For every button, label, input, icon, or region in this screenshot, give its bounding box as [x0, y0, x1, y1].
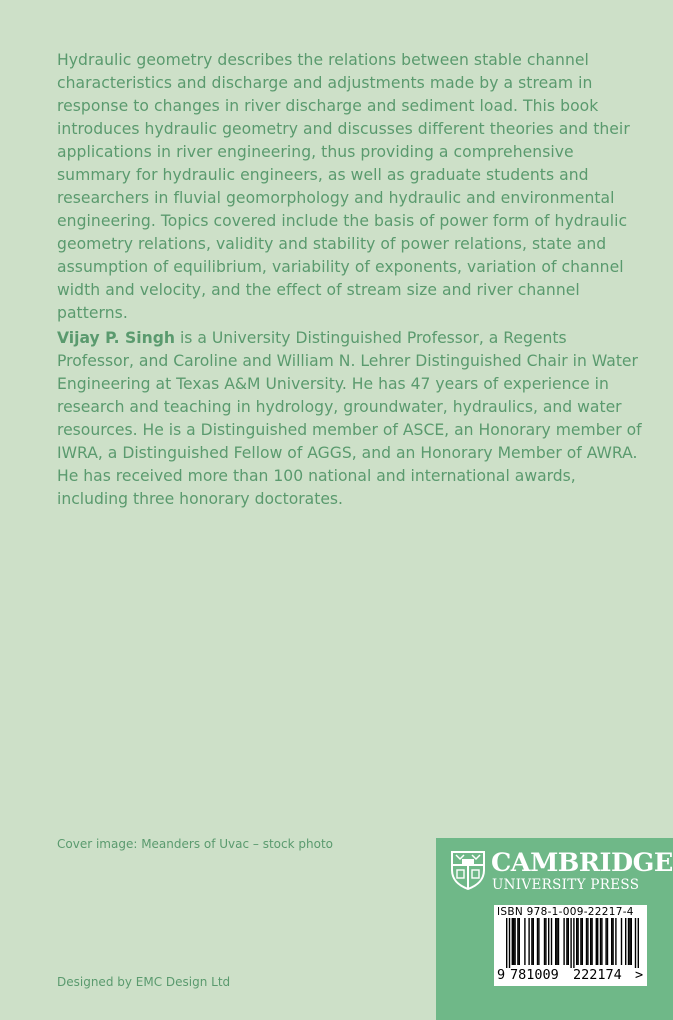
- barcode-bar: [611, 918, 612, 965]
- barcode-bar: [512, 918, 513, 965]
- barcode-bar: [528, 918, 529, 965]
- barcode-bar: [551, 918, 552, 965]
- barcode-bar: [555, 918, 556, 965]
- barcode-bar: [544, 918, 545, 965]
- barcode-bar: [607, 918, 608, 965]
- barcode-bar: [596, 918, 597, 965]
- barcode-bar: [531, 918, 532, 965]
- publisher-name: CAMBRIDGE: [491, 848, 673, 878]
- barcode-bar: [533, 918, 534, 965]
- barcode-bar: [577, 918, 578, 965]
- barcode-bar: [517, 918, 518, 965]
- design-credit: Designed by EMC Design Ltd: [57, 975, 231, 989]
- isbn-label: ISBN 978-1-009-22217-4: [497, 906, 634, 918]
- publisher-panel: [436, 838, 673, 1020]
- barcode-bar: [580, 918, 581, 965]
- barcode-bar: [576, 918, 577, 965]
- barcode-bar: [513, 918, 514, 965]
- barcode-bar: [582, 918, 583, 965]
- barcode-bar: [587, 918, 588, 965]
- cover-image-credit: Cover image: Meanders of Uvac – stock photo: [57, 837, 333, 851]
- barcode-bar: [545, 918, 546, 965]
- barcode-bars: [494, 918, 647, 968]
- barcode-bar: [600, 918, 601, 965]
- author-bio: [57, 327, 647, 511]
- author-name: Vijay P. Singh: [57, 329, 175, 347]
- barcode-bar: [597, 918, 598, 965]
- barcode-bar: [509, 918, 510, 968]
- barcode-bar: [635, 918, 636, 968]
- barcode-bar: [563, 918, 564, 965]
- barcode-bar: [573, 918, 574, 968]
- barcode-bar: [506, 918, 507, 968]
- barcode-group-1: 781009: [510, 967, 559, 983]
- barcode-bar: [548, 918, 549, 965]
- cambridge-shield-icon: [450, 850, 486, 890]
- barcode-bar: [570, 918, 571, 968]
- barcode-bar: [625, 918, 626, 965]
- publisher-subname: UNIVERSITY PRESS: [492, 877, 640, 893]
- barcode-arrow: >: [635, 967, 644, 983]
- barcode-group-2: 222174: [573, 967, 622, 983]
- barcode-bar: [537, 918, 538, 965]
- barcode-bar: [566, 918, 567, 965]
- barcode-bar: [591, 918, 592, 965]
- barcode-bar: [590, 918, 591, 965]
- barcode-bar: [586, 918, 587, 965]
- book-description: Hydraulic geometry describes the relations between stable channel characteristics and discharge and adjustments made by a stream in response to changes in river discharge and sediment load. This book introduces hydraulic geometry and discusses different theories and their applications in river engineering, thus providing a comprehensive summary for hydraulic engineers, as well as graduate students and researchers in fluvial geomorphology and hydraulic and environmental engineering. Topics covered include the basis of power form of hydraulic geometry relations, validity and stability of power relations, state and assumption of equilibrium, variability of exponents, variation of channel width and velocity, and the effect of stream size and river channel patterns.: [57, 51, 630, 322]
- author-bio-text: is a University Distinguished Professor, a Regents Professor, and Caroline and William N. Lehrer Distinguished Chair in Water Engineering at Texas A&M University. He has 47 years of experience in research and teaching in hydrology, groundwater, hydraulics, and water resources. He is a Distinguished member of ASCE, an Honorary member of IWRA, a Distinguished Fellow of AGGS, and an Honorary Member of AWRA. He has received more than 100 national and international awards, including three honorary doctorates.: [57, 329, 642, 508]
- barcode-bar: [621, 918, 622, 965]
- barcode-bar: [601, 918, 602, 965]
- barcode-bar: [612, 918, 613, 965]
- barcode-bar: [615, 918, 616, 965]
- barcode-bar: [556, 918, 557, 965]
- barcode-first-digit: 9: [497, 967, 506, 983]
- barcode-bar: [538, 918, 539, 965]
- barcode-bar: [638, 918, 639, 968]
- isbn-barcode: [494, 905, 647, 986]
- barcode-bar: [558, 918, 559, 965]
- barcode-bar: [568, 918, 569, 965]
- barcode-bar: [605, 918, 606, 965]
- barcode-bar: [631, 918, 632, 965]
- barcode-bar: [628, 918, 629, 965]
- barcode-bar: [524, 918, 525, 965]
- barcode-bar: [519, 918, 520, 965]
- publisher-logo: [450, 848, 673, 893]
- barcode-bar: [514, 918, 515, 965]
- barcode-bar: [629, 918, 630, 965]
